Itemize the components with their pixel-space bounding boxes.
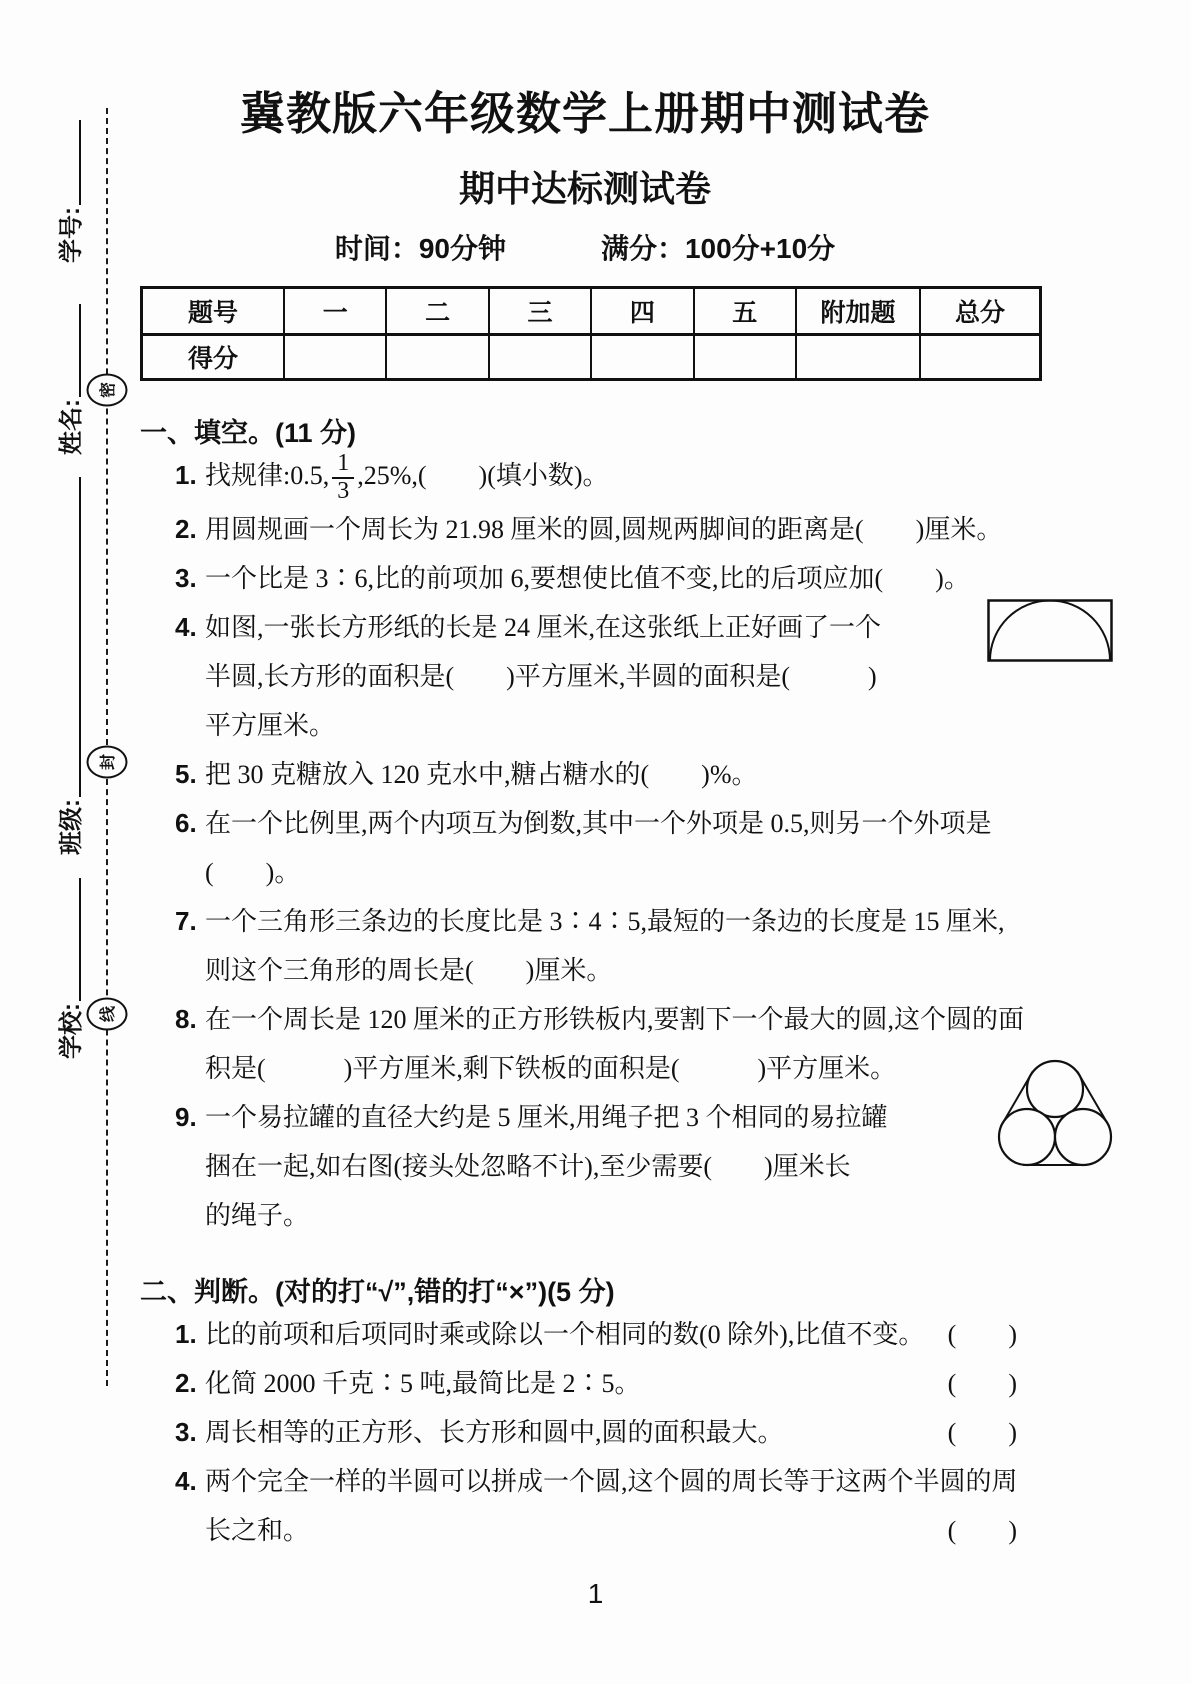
score-cell-empty [694,335,796,380]
question [140,750,1075,799]
score-table-header-cell: 四 [591,288,693,335]
question-line [175,750,1075,799]
question [140,1408,1075,1457]
margin-field-write-line [79,477,81,797]
margin-field [56,878,86,1059]
margin-field-label: 学号: [58,207,85,263]
question-line [175,1310,1075,1359]
question-number: 1. [175,460,197,490]
score-cell-empty [284,335,386,380]
question-line [175,603,1075,652]
question-number: 4. [175,611,197,642]
answer-bracket: ( ) [947,1368,1017,1398]
margin-field [56,120,86,263]
seal-char-glyph: 密 [100,381,118,399]
score-cell-empty [591,335,693,380]
page-number: 1 [587,1578,604,1609]
question-number: 1. [175,1318,197,1349]
question-text: 找规律:0.5, [205,461,330,490]
fraction [332,451,354,505]
question-text: 则这个三角形的周长是( )厘米。 [205,955,613,985]
score-table-header-cell: 附加题 [796,288,920,335]
question-line [175,505,1075,554]
seal-char-glyph: 封 [100,753,118,771]
figure-three-cans [994,1057,1116,1171]
margin-field [56,477,86,855]
exam-content [140,84,1075,1555]
seal-char [87,998,128,1031]
question [140,897,1075,995]
score-table [140,286,1042,381]
question-text: ( )。 [205,857,301,887]
question-text: 在一个比例里,两个内项互为倒数,其中一个外项是 0.5,则另一个外项是 [205,808,992,838]
question-number: 4. [175,1465,197,1496]
score-table-header-cell: 五 [694,288,796,335]
question-line [175,1408,1075,1457]
question-text: 化简 2000 千克∶5 吨,最简比是 2∶5。 [205,1368,641,1398]
question-line [205,1142,1075,1191]
question-text: 长之和。 [205,1515,310,1545]
question-text: 如图,一张长方形纸的长是 24 厘米,在这张纸上正好画了一个 [205,612,882,642]
score-table-header-row [142,288,1041,335]
section-heading: 二、判断。(对的打“√”,错的打“×”)(5 分) [140,1276,615,1307]
exam-full-score: 满分：100分+10分 [600,233,836,264]
exam-info [140,232,1030,266]
question-number: 2. [175,513,197,544]
question-text: 的绳子。 [205,1200,310,1230]
question-line [205,848,1075,897]
exam-subtitle: 期中达标测试卷 [458,168,711,209]
question-number: 5. [175,758,197,789]
question-line [205,1506,1075,1555]
question-number: 3. [175,1416,197,1447]
question [140,799,1075,897]
score-cell-empty [796,335,920,380]
question-number: 2. [175,1367,197,1398]
question-line [205,652,1075,701]
score-cell-empty [386,335,488,380]
question-text: 半圆,长方形的面积是( )平方厘米,半圆的面积是( ) [205,661,877,691]
question-line [205,1191,1075,1240]
question-text: 两个完全一样的半圆可以拼成一个圆,这个圆的周长等于这两个半圆的周 [205,1466,1018,1496]
question-line [205,946,1075,995]
question-line [205,701,1075,750]
seal-char [87,374,128,407]
question-line [175,1093,1075,1142]
question-text: 用圆规画一个周长为 21.98 厘米的圆,圆规两脚间的距离是( )厘米。 [205,514,1003,544]
margin-field-write-line [79,878,81,1001]
answer-bracket: ( ) [947,1515,1017,1545]
exam-title: 冀教版六年级数学上册期中测试卷 [239,88,930,139]
question [140,451,1075,505]
score-table-value-row [142,335,1041,380]
question-line [175,1359,1075,1408]
question [140,1310,1075,1359]
score-table-header-cell: 二 [386,288,488,335]
question-text: 捆在一起,如右图(接头处忽略不计),至少需要( )厘米长 [205,1151,851,1181]
score-row-label: 得分 [142,335,285,380]
question [140,1359,1075,1408]
question-text: 一个三角形三条边的长度比是 3∶4∶5,最短的一条边的长度是 15 厘米, [205,906,1005,936]
question-text: 平方厘米。 [205,710,336,740]
question-text: 周长相等的正方形、长方形和圆中,圆的面积最大。 [205,1417,784,1447]
question-text: 在一个周长是 120 厘米的正方形铁板内,要割下一个最大的圆,这个圆的面 [205,1004,1025,1034]
question-line [175,995,1075,1044]
exam-time: 时间：90分钟 [334,233,506,264]
margin-field-label: 学校: [58,1003,85,1059]
score-table-header-cell: 题号 [142,288,285,335]
fraction-numerator: 1 [332,451,354,479]
question-number: 8. [175,1003,197,1034]
answer-bracket: ( ) [947,1417,1017,1447]
margin-field-write-line [79,120,81,205]
score-cell-empty [920,335,1041,380]
question [140,1457,1075,1555]
score-table-header-cell: 三 [489,288,591,335]
section-heading: 一、填空。(11 分) [140,418,357,448]
question-line [175,554,1075,603]
margin-field-label: 姓名: [58,399,85,455]
question-text: 积是( )平方厘米,剩下铁板的面积是( )平方厘米。 [205,1053,897,1083]
score-table-header-cell: 一 [284,288,386,335]
score-table-header-cell: 总分 [920,288,1041,335]
question-line [175,1457,1075,1506]
figure-rect-semicircle [987,599,1113,662]
question-sections [140,415,1075,1555]
score-cell-empty [489,335,591,380]
question-number: 9. [175,1101,197,1132]
margin-field-label: 班级: [58,799,85,855]
question-text: ,25%,( )(填小数)。 [357,461,609,490]
question-line [175,799,1075,848]
question-line [175,897,1075,946]
question-text: 把 30 克糖放入 120 克水中,糖占糖水的( )%。 [205,759,758,789]
question-number: 6. [175,807,197,838]
question-text: 一个比是 3∶6,比的前项加 6,要想使比值不变,比的后项应加( )。 [205,563,970,593]
question-line [205,1044,1075,1093]
question-number: 3. [175,562,197,593]
question [140,554,1075,603]
question-text: 比的前项和后项同时乘或除以一个相同的数(0 除外),比值不变。 [205,1319,925,1349]
seal-char [87,746,128,779]
question-line [175,451,1075,505]
question-text: 一个易拉罐的直径大约是 5 厘米,用绳子把 3 个相同的易拉罐 [205,1102,888,1132]
question [140,603,1075,750]
question [140,505,1075,554]
exam-header [140,84,1030,266]
question [140,1093,1075,1240]
question-number: 7. [175,905,197,936]
margin-field-write-line [79,304,81,397]
seal-char-glyph: 线 [100,1005,118,1023]
answer-bracket: ( ) [947,1319,1017,1349]
margin-field [56,304,86,455]
question [140,995,1075,1093]
fraction-denominator: 3 [337,478,350,505]
